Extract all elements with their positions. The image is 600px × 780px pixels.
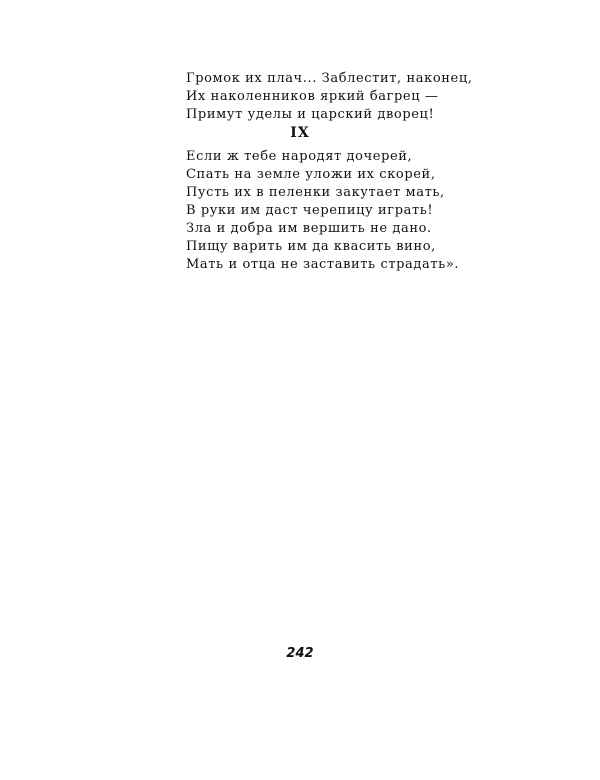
poem-line: Громок их плач... Заблестит, наконец, <box>186 71 473 86</box>
poem-line: Пищу варить им да квасить вино, <box>186 239 436 254</box>
poem-line: В руки им даст черепицу играть! <box>186 203 434 218</box>
poem-line: Их наколенников яркий багрец — <box>186 89 439 104</box>
poem-line: Спать на земле уложи их скорей, <box>186 167 436 182</box>
poem-line: Мать и отца не заставить страдать». <box>186 257 460 272</box>
page-number: 242 <box>286 646 314 661</box>
poem-line: Примут уделы и царский дворец! <box>186 107 435 122</box>
poem-line: Зла и добра им вершить не дано. <box>186 221 432 236</box>
poem-stanza-2 <box>186 148 516 274</box>
poem-stanza-1 <box>186 70 516 124</box>
poem-line: Если ж тебе народят дочерей, <box>186 149 413 164</box>
section-number: IX <box>290 125 310 141</box>
poem-line: Пусть их в пеленки закутает мать, <box>186 185 445 200</box>
